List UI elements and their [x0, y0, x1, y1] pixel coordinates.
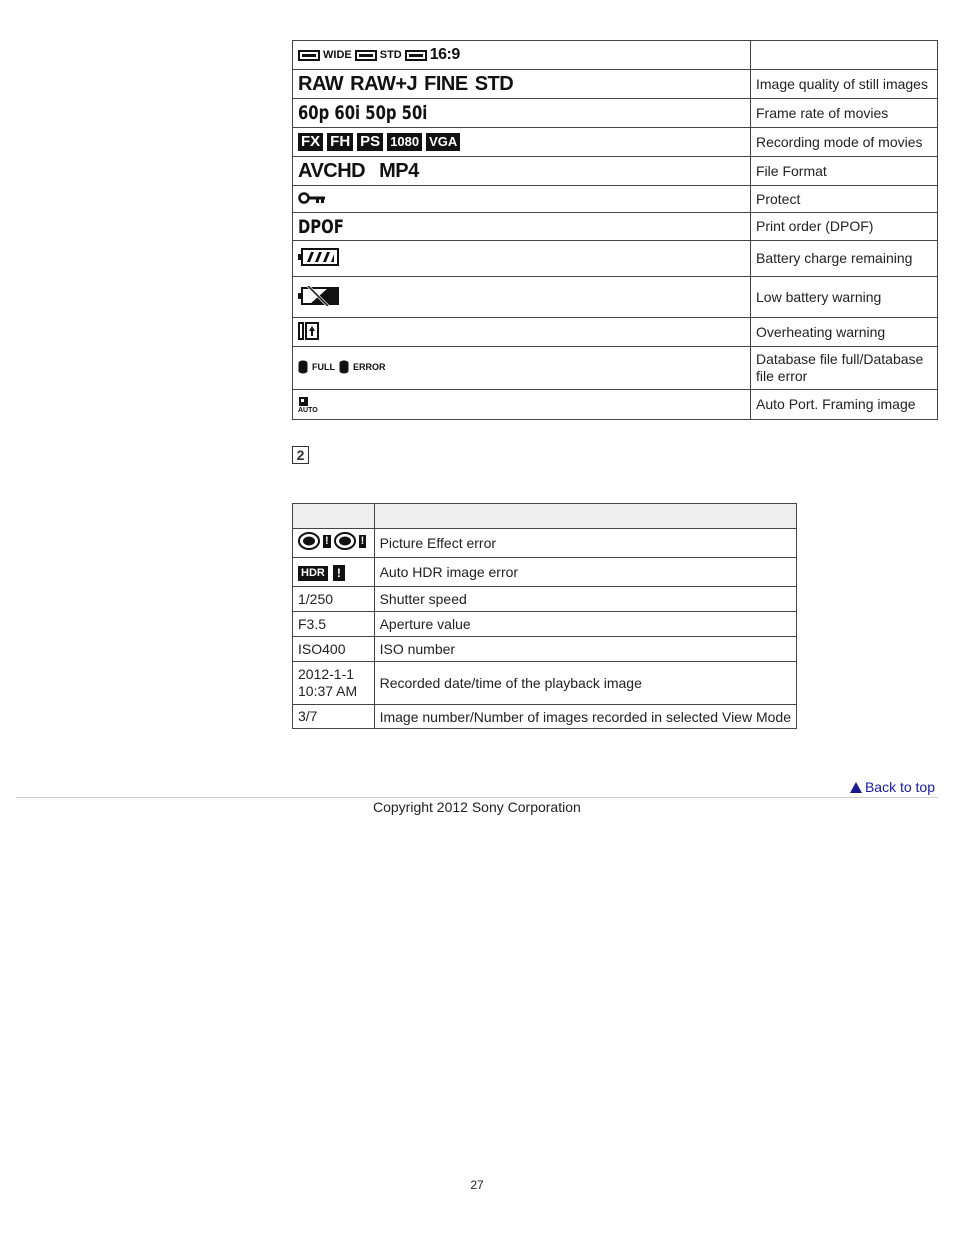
- rec-mode-ps-icon: PS: [357, 133, 383, 151]
- table-row: [293, 128, 938, 157]
- icon-cell: [293, 99, 751, 128]
- copyright-text: Copyright 2012 Sony Corporation: [373, 799, 581, 815]
- table-row: [293, 70, 938, 99]
- frame-rate-60i-icon: 60i: [334, 102, 361, 124]
- fine-icon: FINE: [424, 72, 468, 95]
- table-row: [293, 612, 797, 637]
- avchd-icon: AVCHD: [298, 159, 366, 182]
- raw-jpeg-icon: RAW+J: [350, 72, 418, 95]
- frame-rate-60p-icon: 60p: [298, 102, 330, 124]
- table-row: [293, 705, 797, 729]
- dpof-icon: DPOF: [298, 215, 344, 238]
- picture-effect-icon: [298, 532, 320, 550]
- picture-effect-icon: [334, 532, 356, 550]
- indicator-table-1: [292, 40, 938, 420]
- indicator-cell: F3.5: [293, 612, 375, 637]
- footer-divider: [16, 797, 938, 798]
- table-row: [293, 347, 938, 390]
- overheat-icon: [298, 322, 320, 340]
- icon-cell: [293, 529, 375, 558]
- description-cell: Image number/Number of images recorded in selected View Mode: [374, 705, 796, 729]
- table-row: [293, 587, 797, 612]
- table-row: [293, 213, 938, 241]
- description-cell: Picture Effect error: [374, 529, 796, 558]
- low-battery-icon: [298, 286, 340, 306]
- table-row: [293, 186, 938, 213]
- icon-cell: [293, 558, 375, 587]
- indicator-table-2: [292, 503, 797, 729]
- description-cell: Database file full/Database file error: [751, 347, 938, 390]
- description-cell: Recording mode of movies: [751, 128, 938, 157]
- table-row: [293, 558, 797, 587]
- back-to-top-link[interactable]: [850, 779, 935, 795]
- aspect-frame-icon: [405, 50, 427, 61]
- description-cell: Frame rate of movies: [751, 99, 938, 128]
- description-cell: Aperture value: [374, 612, 796, 637]
- table-row: [293, 157, 938, 186]
- table-row: [293, 637, 797, 662]
- description-cell: Auto Port. Framing image: [751, 390, 938, 420]
- description-cell: ISO number: [374, 637, 796, 662]
- warning-exclamation-icon: !: [325, 534, 329, 547]
- database-error-icon: ERROR: [353, 361, 386, 372]
- aspect-frame-icon: [355, 50, 377, 61]
- description-cell: Image quality of still images: [751, 70, 938, 99]
- time-line: 10:37 AM: [298, 683, 358, 699]
- rec-mode-1080-icon: 1080: [387, 133, 422, 151]
- description-cell: File Format: [751, 157, 938, 186]
- frame-rate-50i-icon: 50i: [401, 102, 428, 124]
- aspect-std-icon: STD: [379, 49, 402, 61]
- table-row: [293, 529, 797, 558]
- date-line: 2012-1-1: [298, 666, 355, 682]
- rec-mode-fh-icon: FH: [327, 133, 353, 151]
- frame-rate-50p-icon: 50p: [365, 102, 397, 124]
- table-row: [293, 390, 938, 420]
- description-cell: Print order (DPOF): [751, 213, 938, 241]
- battery-icon: [298, 248, 340, 266]
- aspect-wide-icon: WIDE: [323, 49, 352, 61]
- icon-cell: [293, 186, 751, 213]
- description-cell: Shutter speed: [374, 587, 796, 612]
- description-cell: Auto HDR image error: [374, 558, 796, 587]
- description-cell: Overheating warning: [751, 318, 938, 347]
- description-cell: Recorded date/time of the playback image: [374, 662, 796, 705]
- icon-cell: [293, 157, 751, 186]
- aspect-169-icon: 16:9: [429, 46, 460, 63]
- back-to-top-label: Back to top: [864, 779, 935, 795]
- database-full-icon: FULL: [312, 361, 335, 372]
- icon-cell: [293, 213, 751, 241]
- auto-port-framing-icon: [298, 396, 310, 407]
- page-number: 27: [470, 1178, 484, 1192]
- table-row: [293, 41, 938, 70]
- mp4-icon: MP4: [379, 159, 419, 182]
- icon-cell: [293, 41, 751, 70]
- aspect-frame-icon: [298, 50, 320, 61]
- rec-mode-fx-icon: FX: [298, 133, 323, 151]
- icon-cell: [293, 277, 751, 318]
- table-row: [293, 318, 938, 347]
- table-row: [293, 662, 797, 705]
- icon-cell: [293, 241, 751, 277]
- icon-cell: [293, 390, 751, 420]
- description-cell: Low battery warning: [751, 277, 938, 318]
- section-number-marker: 2: [292, 446, 309, 464]
- icon-cell: [293, 70, 751, 99]
- auto-label: AUTO: [298, 407, 318, 414]
- indicator-cell: [293, 662, 375, 705]
- warning-exclamation-icon: !: [360, 534, 365, 547]
- rec-mode-vga-icon: VGA: [426, 133, 460, 151]
- database-icon: [339, 360, 349, 374]
- description-cell: Battery charge remaining: [751, 241, 938, 277]
- std-quality-icon: STD: [474, 72, 514, 95]
- indicator-cell: 1/250: [293, 587, 375, 612]
- indicator-cell: ISO400: [293, 637, 375, 662]
- icon-cell: [293, 347, 751, 390]
- database-icon: [298, 360, 308, 374]
- up-arrow-icon: [850, 782, 862, 793]
- warning-exclamation-icon: !: [333, 565, 345, 581]
- icon-cell: [293, 318, 751, 347]
- raw-icon: RAW: [298, 72, 344, 95]
- protect-key-icon: [298, 191, 326, 205]
- hdr-icon: HDR: [298, 566, 328, 581]
- table-row: [293, 241, 938, 277]
- description-cell: Protect: [751, 186, 938, 213]
- indicator-cell: 3/7: [293, 705, 375, 729]
- table-row: [293, 99, 938, 128]
- header-cell-meaning: [374, 504, 796, 529]
- description-cell: [751, 41, 938, 70]
- header-cell-indicator: [293, 504, 375, 529]
- table-header-row: [293, 504, 797, 529]
- table-row: [293, 277, 938, 318]
- icon-cell: [293, 128, 751, 157]
